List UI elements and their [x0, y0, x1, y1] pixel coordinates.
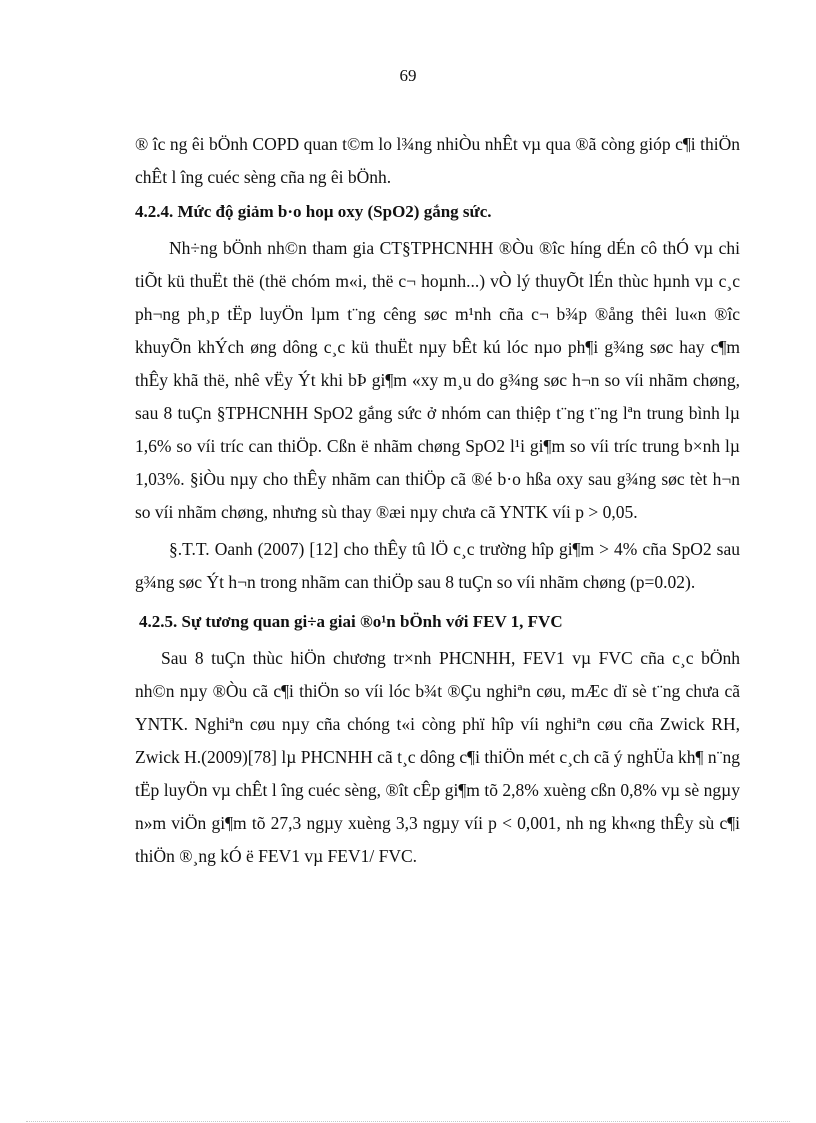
paragraph-intro: ® îc ng êi bÖnh COPD quan t©m lo l¾ng nhiÒu nhÊt vµ qua ®ã còng gióp c¶i thiÖn chÊt l îng cuéc sèng cña ng êi bÖnh. — [135, 134, 740, 187]
document-body — [135, 128, 740, 873]
page-number: 69 — [399, 66, 417, 85]
paragraph-spo2-results: Nh÷ng bÖnh nh©n tham gia CT§TPHCNHH ®Òu ®îc híng dÉn cô thÓ vµ chi tiÕt kü thuËt thë (thë chóm m«i, thë c¬ hoµnh...) vÒ lý thuyÕt lÉn thùc hµnh vµ c¸c ph¬ng ph¸p tËp luyÖn lµm t¨ng cêng søc m¹nh cña c¬ b¾p ®ång thêi lu«n ®îc khuyÕn khÝch øng dông c¸c kü thuËt nµy bÊt kú lóc nµo ph¶i g¾ng søc hay c¶m thÊy khã thë, nhê vËy Ýt khi bÞ gi¶m «xy m¸u do g¾ng søc h¬n so víi nhãm chøng, sau 8 tuÇn §TPHCNHH SpO2 gắng sức ở nhóm can thiệp t¨ng t¨ng lªn trung bình lµ 1,6% so víi tríc can thiÖp. Cßn ë nhãm chøng SpO2 l¹i gi¶m so víi tríc trung b×nh lµ 1,03%. §iÒu nµy cho thÊy nhãm can thiÖp cã ®é b·o hßa oxy sau g¾ng søc tèt h¬n so víi nhãm chøng, nhưng sù thay ®æi nµy chưa cã YNTK víi p > 0,05. — [135, 238, 740, 522]
paragraph-fev-fvc: Sau 8 tuÇn thùc hiÖn chương tr×nh PHCNHH, FEV1 vµ FVC cña c¸c bÖnh nh©n nµy ®Òu cã c¶i thiÖn so víi lóc b¾t ®Çu nghiªn cøu, mÆc dï sè t¨ng chưa cã YNTK. Nghiªn cøu nµy cña chóng t«i còng phï hîp víi nghiªn cøu cña Zwick RH, Zwick H.(2009)[78] lµ PHCNHH cã t¸c dông c¶i thiÖn mét c¸ch cã ý nghÜa kh¶ n¨ng tËp luyÖn vµ chÊt l îng cuéc sèng, ®ît cÊp gi¶m tõ 2,8% xuèng cßn 0,8% vµ sè ngµy n»m viÖn gi¶m tõ 27,3 ngµy xuèng 3,3 ngµy víi p < 0,001, nh ng kh«ng thÊy sù c¶i thiÖn ®¸ng kÓ ë FEV1 vµ FEV1/ FVC. — [135, 648, 740, 866]
section-heading-4-2-5: 4.2.5. Sự tương quan gi÷a giai ®o¹n bÖnh với FEV 1, FVC — [139, 612, 563, 631]
paragraph-oanh-study: §.T.T. Oanh (2007) [12] cho thÊy tû lÖ c¸c trường hîp gi¶m > 4% cña SpO2 sau g¾ng søc Ýt h¬n trong nhãm can thiÖp sau 8 tuÇn so víi nhãm chøng (p=0.02). — [135, 539, 740, 592]
section-heading-4-2-4: 4.2.4. Mức độ giảm b·o hoµ oxy (SpO2) gắng sức. — [135, 202, 492, 221]
page-bottom-divider — [26, 1121, 790, 1122]
